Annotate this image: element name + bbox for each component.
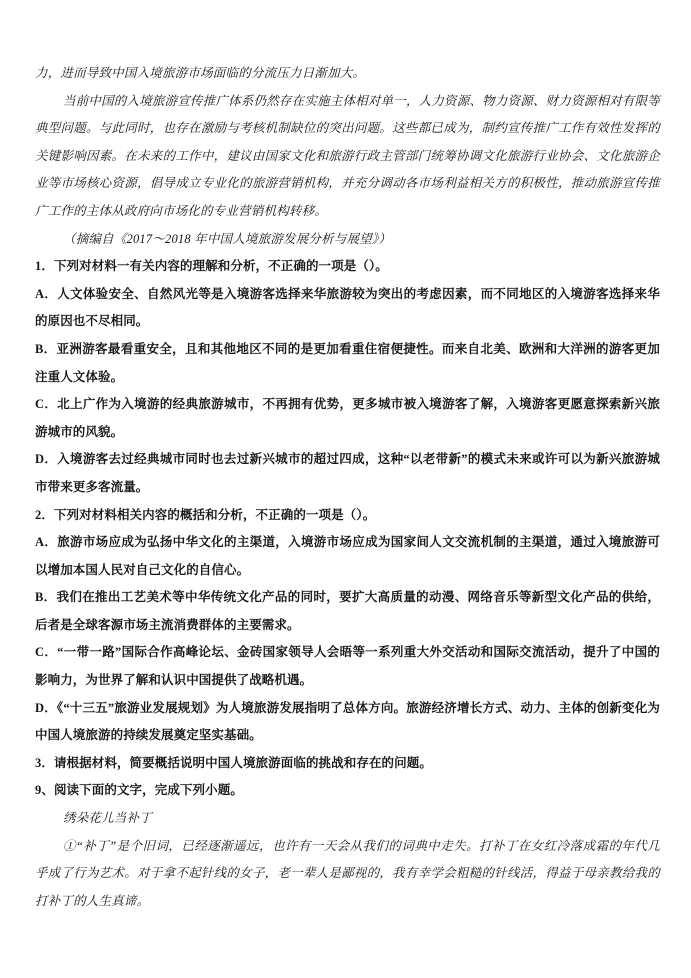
- question-2-option-a: A．旅游市场应成为弘扬中华文化的主渠道，入境游市场应成为国家间人文交流机制的主渠道，通过入境旅游可以增加本国人民对自己文化的自信心。: [35, 535, 660, 577]
- question-1-option-d: D．入境游客去过经典城市同时也去过新兴城市的超过四成，这种“以老带新”的模式未来或许可以为新兴旅游城市带来更多客流量。: [35, 452, 660, 494]
- essay-paragraph-1: ①“补丁”是个旧词，已经逐渐遥远，也许有一天会从我们的词典中走失。打补丁在女红冷落成霜的年代几乎成了行为艺术。对于拿不起针线的女子，老一辈人是鄙视的，我有幸学会粗糙的针线活，得益于母亲教给我的打补丁的人生真谛。: [35, 838, 660, 908]
- question-2-option-c: C．“一带一路”国际合作高峰论坛、金砖国家领导人会晤等一系列重大外交活动和国际交流活动，提升了中国的影响力，为世界了解和认识中国提供了战略机遇。: [35, 645, 660, 688]
- question-3-stem: 3．请根据材料，简要概括说明中国人境旅游面临的挑战和存在的问题。: [35, 755, 432, 770]
- material-continuation-line: 力，进而导致中国入境旅游市场面临的分流压力日渐加大。: [35, 66, 366, 80]
- material-citation: （摘编自《2017～2018 年中国人境旅游发展分析与展望》）: [63, 231, 392, 246]
- question-1-option-a: A．人文体验安全、自然风光等是入境游客选择来华旅游较为突出的考虑因素，而不同地区的入境游客选择来华的原因也不尽相同。: [35, 286, 660, 329]
- question-1-option-b: B．亚洲游客最看重安全，且和其他地区不同的是更加看重住宿便捷性。而来自北美、欧洲和大洋洲的游客更加注重人文体验。: [35, 341, 660, 384]
- question-1-option-c: C．北上广作为入境游的经典旅游城市，不再拥有优势，更多城市被入境游客了解，入境游客更愿意探索新兴旅游城市的风貌。: [35, 397, 660, 439]
- question-9-stem: 9、阅读下面的文字，完成下列小题。: [35, 783, 243, 798]
- question-2-option-d: D．《“十三五”旅游业发展规划》为人境旅游发展指明了总体方向。旅游经济增长方式、动力、主体的创新变化为中国人境旅游的持续发展奠定坚实基础。: [35, 700, 660, 743]
- question-2-option-b: B．我们在推出工艺美术等中华传统文化产品的同时，要扩大高质量的动漫、网络音乐等新型文化产品的供给，后者是全球客源市场主流消费群体的主要需求。: [35, 590, 660, 632]
- material-paragraph: 当前中国的入境旅游宣传推广体系仍然存在实施主体相对单一，人力资源、物力资源、财力资源相对有限等典型问题。与此同时，也存在激励与考核机制缺位的突出问题。这些都已成为，制约宣传推广工作有效性发挥的关键影响因素。在未来的工作中，建议由国家文化和旅游行政主管部门统筹协调文化旅游行业协会、文化旅游企业等市场核心资源，倡导成立专业化的旅游营销机构，并充分调动各市场利益相关方的积极性，推动旅游宣传推广工作的主体从政府向市场化的专业营销机构转移。: [35, 93, 660, 218]
- question-2-stem: 2．下列对材料相关内容的概括和分析，不正确的一项是（）。: [35, 507, 376, 522]
- question-1-stem: 1．下列对材料一有关内容的理解和分析，不正确的一项是（）。: [35, 259, 388, 274]
- essay-title: 绣朵花儿当补丁: [63, 811, 152, 826]
